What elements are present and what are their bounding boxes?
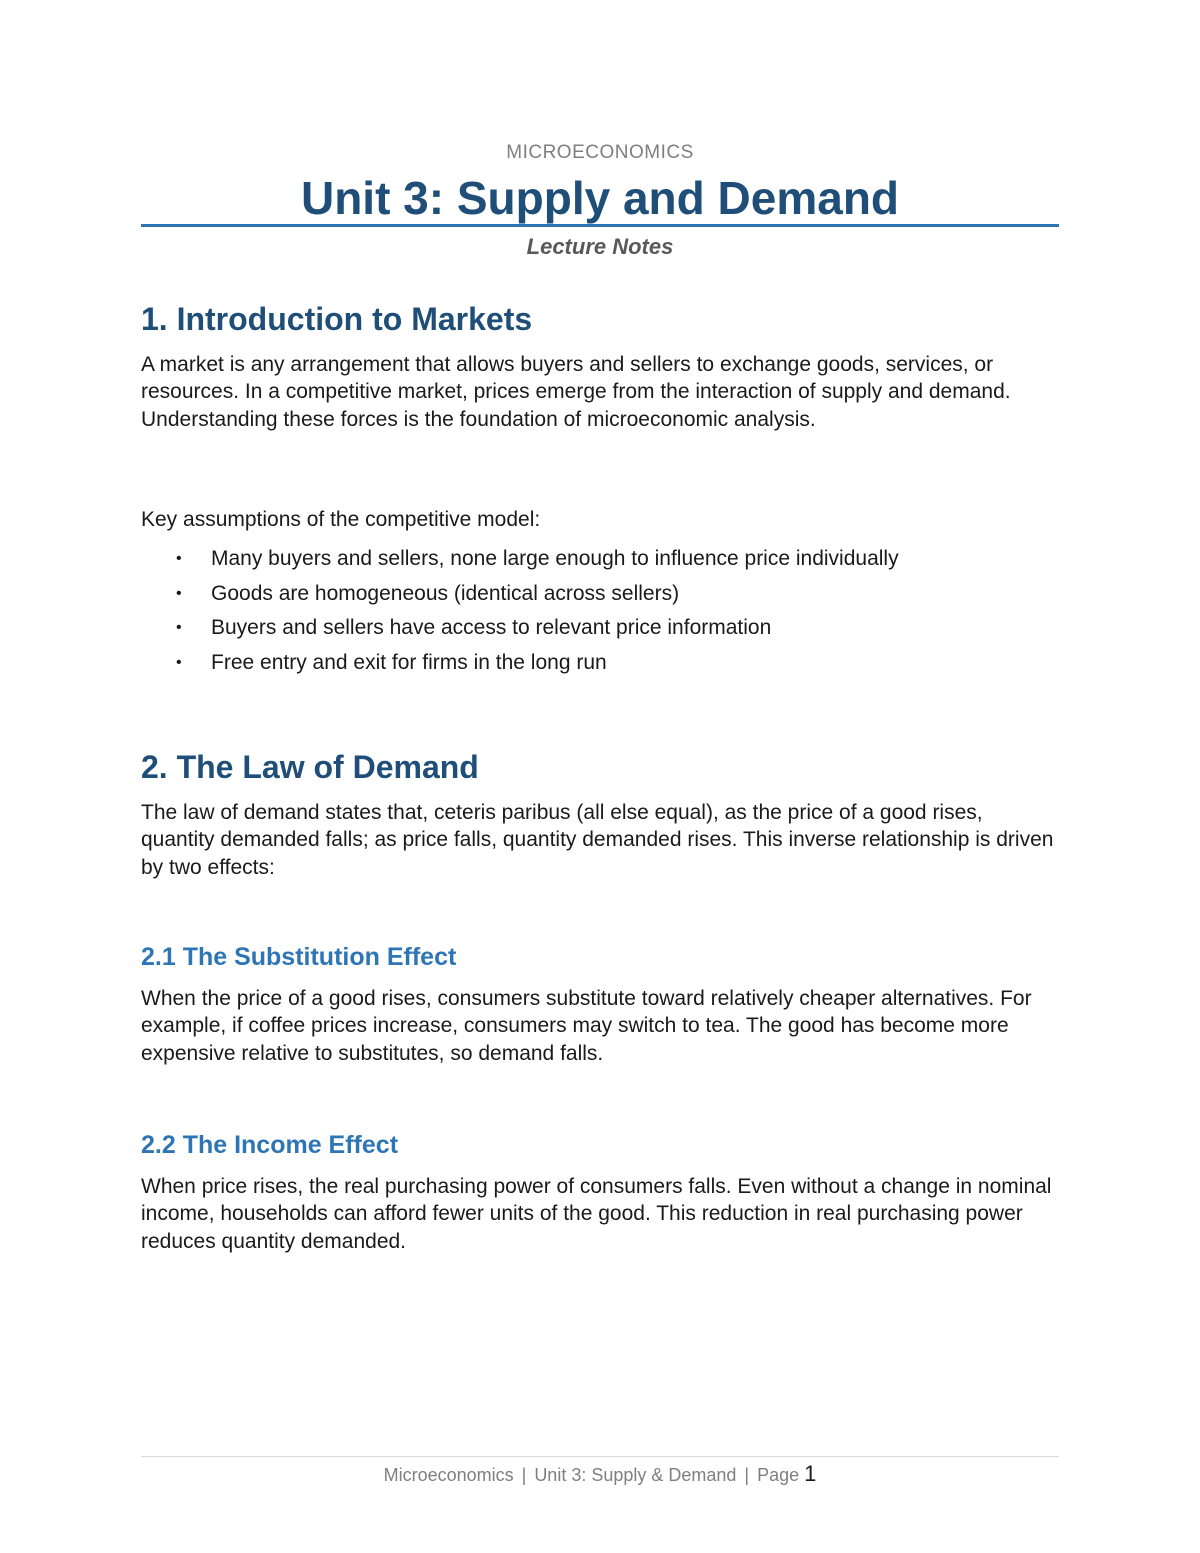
section-body-demand: The law of demand states that, ceteris paribus (all else equal), as the price of a good rises, quantity demanded falls; as price falls, quantity demanded rises. This inverse relationship is driven by two effects: xyxy=(141,801,1054,879)
footer-separator: | xyxy=(744,1465,750,1485)
page-number: 1 xyxy=(804,1461,817,1486)
section-heading-intro: 1. Introduction to Markets xyxy=(141,301,533,337)
bullet-icon: • xyxy=(176,654,182,672)
footer-separator: | xyxy=(521,1465,527,1485)
bullet-icon: • xyxy=(176,619,182,637)
page-footer xyxy=(141,1461,1059,1487)
bullet-icon: • xyxy=(176,584,182,602)
footer-page-label: Page xyxy=(757,1465,800,1485)
list-item: • Goods are homogeneous (identical across sellers) xyxy=(176,581,680,605)
assumptions-list xyxy=(141,545,1059,684)
list-item: • Free entry and exit for firms in the long run xyxy=(176,651,607,675)
subsection-body-substitution: When the price of a good rises, consumers substitute toward relatively cheaper alternatives. For example, if coffee prices increase, consumers may switch to tea. The good has become more expensive relative to substitutes, so demand falls. xyxy=(141,987,1032,1065)
subsection-heading-income: 2.2 The Income Effect xyxy=(141,1131,399,1159)
footer-unit: Unit 3: Supply & Demand xyxy=(534,1465,737,1485)
document-title: Unit 3: Supply and Demand xyxy=(300,172,900,224)
assumptions-lead: Key assumptions of the competitive model: xyxy=(141,508,541,531)
subsection-body-income: When price rises, the real purchasing power of consumers falls. Even without a change in nominal income, households can afford fewer units of the good. This reduction in real purchasing power reduces quantity demanded. xyxy=(141,1175,1052,1253)
section-body-intro: A market is any arrangement that allows buyers and sellers to exchange goods, services, or resources. In a competitive market, prices emerge from the interaction of supply and demand. Understanding these forces is the foundation of microeconomic analysis. xyxy=(141,353,1011,431)
section-heading-demand: 2. The Law of Demand xyxy=(141,749,479,785)
subsection-heading-substitution: 2.1 The Substitution Effect xyxy=(141,943,457,971)
subject-label: MICROECONOMICS xyxy=(506,142,694,163)
bullet-icon: • xyxy=(176,550,182,567)
footer-divider xyxy=(141,1456,1059,1457)
list-item: • Buyers and sellers have access to relevant price information xyxy=(176,616,772,640)
title-divider xyxy=(141,224,1059,227)
footer-course: Microeconomics xyxy=(383,1465,514,1485)
list-item: • Many buyers and sellers, none large enough to influence price individually xyxy=(176,547,899,570)
document-subtitle: Lecture Notes xyxy=(526,234,674,259)
